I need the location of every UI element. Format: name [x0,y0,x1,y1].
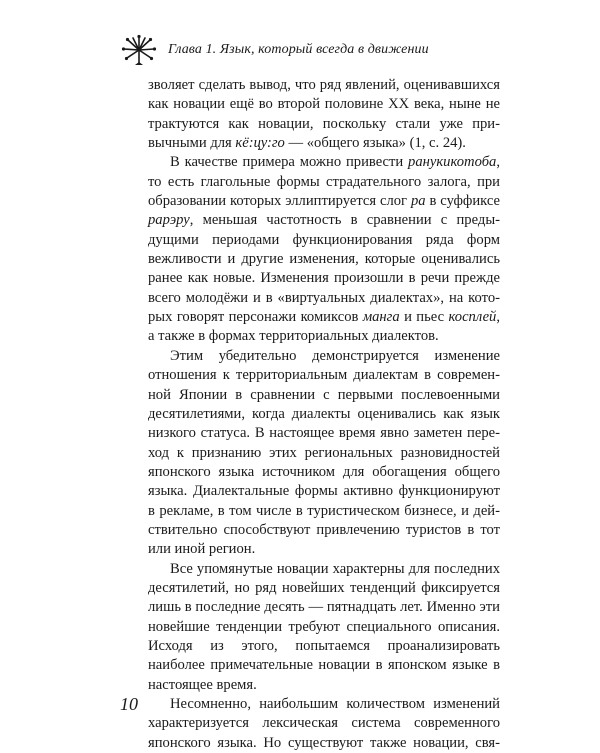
page-number: 10 [120,694,138,714]
italic-term: рарэру [148,212,190,229]
paragraph [148,560,500,695]
paragraph [148,153,500,346]
body-text [148,76,500,753]
text-run: Этим убедительно демонстрируется изменение отношения к территориальным диалектам в современной Японии в сравнении с первыми послевоенными десятилетиями, когда диалекты оценивались как язык низкого статуса. В настоящее время явно заметен переход к признанию этих региональных разновидностей японского языка источником для обогащения общего языка. Диалектальные формы активно функционируют в рекламе, в том числе в туристическом бизнесе, и действительно способствуют привлечению туристов в тот или иной регион. [148,347,500,558]
text-run: зволяет сделать вывод, что ряд явлений, оценивавшихся как новации ещё во второй половине XX века, ныне не трактуются как новации, поскольку стали уже привычными для [148,77,500,152]
text-run: — «общего языка» (1, с. 24). [284,135,466,152]
italic-term: ранукикотоба [408,154,497,171]
text-run: Все упомянутые новации характерны для последних десятилетий, но ряд новейших тенденций фиксируется лишь в последние десять — пятнадцать лет. Именно эти новейшие тенденции требуют специального описания. Исходя из этого, попытаемся проанализировать наиболее примечательные новации в японском языке в настоящее время. [148,560,500,693]
paragraph [148,347,500,560]
italic-term: кё:цу:го [235,135,285,152]
text-run: в суффиксе [425,193,500,210]
text-run: Несомненно, наибольшим количеством изменений характеризуется лексическая система современного японского языка. Но существуют также новации, свя- [148,696,500,751]
italic-term: косплей [448,309,497,326]
fireworks-burst-icon [120,34,158,68]
paragraph [148,695,500,753]
text-run: , а также в формах территориальных диалектов. [148,309,500,345]
italic-term: ра [410,193,426,210]
text-run: и пьес [399,309,449,326]
text-run: В качестве примера можно привести [170,154,409,171]
italic-term: манга [362,309,400,326]
running-header [90,28,530,74]
text-run: , меньшая частотность в сравнении с предыдущими периодами функционирования ряда форм вежливости и другие изменения, которые оценивались ранее как новые. Изменения произошли в речи прежде всего молодёжи и в «виртуальных диалектах», на которых говорят персонажи комиксов [148,212,500,326]
paragraph [148,76,500,153]
running-head-title: Глава 1. Язык, который всегда в движении [168,42,429,57]
text-run: , то есть глагольные формы страдательного залога, при образовании которых эллиптируется слог [148,154,500,210]
